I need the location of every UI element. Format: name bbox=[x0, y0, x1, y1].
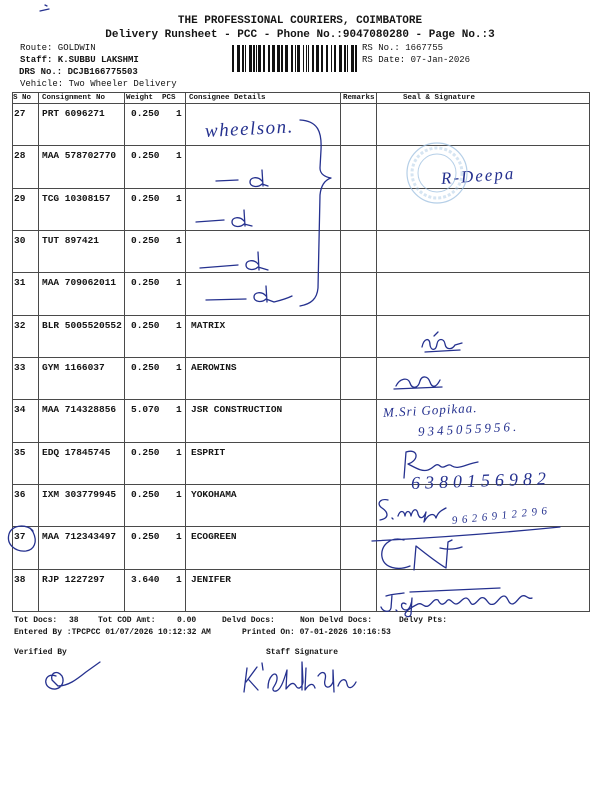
barcode-bar bbox=[351, 45, 354, 72]
row-weight: 0.250 bbox=[131, 446, 160, 458]
barcode-bar bbox=[308, 45, 309, 72]
handwritten-receiver-row-28: R-Deepa bbox=[440, 163, 516, 188]
barcode-bar bbox=[339, 45, 342, 72]
barcode-bar bbox=[249, 45, 252, 72]
staff-signature-label: Staff Signature bbox=[266, 648, 339, 657]
header-remarks: Remarks bbox=[343, 94, 375, 102]
table-row bbox=[12, 273, 590, 315]
row-consignment-no: GYM 1166037 bbox=[42, 361, 105, 373]
row-pcs: 1 bbox=[176, 277, 182, 289]
column-divider bbox=[376, 92, 377, 612]
barcode-bar bbox=[232, 45, 234, 72]
barcode-bar bbox=[312, 45, 314, 72]
barcode-bar bbox=[263, 45, 265, 72]
rs-date: RS Date: 07-Jan-2026 bbox=[362, 55, 471, 65]
row-consignment-no: PRT 6096271 bbox=[42, 108, 105, 119]
row-consignee: ECOGREEN bbox=[191, 531, 237, 543]
row-sno: 36 bbox=[14, 488, 26, 500]
barcode-bar bbox=[268, 45, 270, 72]
row-weight: 0.250 bbox=[131, 361, 160, 373]
row-sno: 27 bbox=[14, 108, 26, 119]
barcode-bar bbox=[334, 45, 336, 72]
barcode-bar bbox=[237, 45, 240, 72]
barcode-bar bbox=[326, 45, 328, 72]
table-row bbox=[12, 570, 590, 612]
row-weight: 3.640 bbox=[131, 573, 160, 585]
barcode-bar bbox=[245, 45, 246, 72]
tot-cod-label: Tot COD Amt: bbox=[98, 616, 156, 625]
row-pcs: 1 bbox=[176, 319, 182, 331]
barcode-bar bbox=[316, 45, 319, 72]
row-pcs: 1 bbox=[176, 361, 182, 373]
column-divider bbox=[185, 92, 186, 612]
barcode-bar bbox=[347, 45, 348, 72]
row-weight: 5.070 bbox=[131, 404, 160, 416]
header-seal-signature: Seal & Signature bbox=[403, 94, 476, 102]
non-delvd-docs-label: Non Delvd Docs: bbox=[300, 616, 373, 625]
table-row bbox=[12, 316, 590, 358]
column-divider bbox=[340, 92, 341, 612]
row-consignment-no: MAA 714328856 bbox=[42, 404, 117, 416]
row-sno: 32 bbox=[14, 319, 26, 331]
row-consignment-no: TCG 10308157 bbox=[42, 192, 111, 204]
row-weight: 0.250 bbox=[131, 150, 160, 162]
barcode bbox=[232, 45, 358, 72]
row-sno: 31 bbox=[14, 277, 26, 289]
handwritten-phone-row-35: 6380156982 bbox=[410, 468, 552, 493]
row-weight: 0.250 bbox=[131, 488, 160, 500]
row-pcs: 1 bbox=[176, 488, 182, 500]
row-sno: 33 bbox=[14, 361, 26, 373]
table-header-row bbox=[12, 92, 590, 104]
rs-number: RS No.: 1667755 bbox=[362, 43, 444, 53]
row-consignment-no: MAA 712343497 bbox=[42, 531, 117, 543]
handwritten-receiver-name-row-34: M.Sri Gopikaa. bbox=[382, 400, 478, 420]
row-sno: 37 bbox=[14, 531, 26, 543]
row-weight: 0.250 bbox=[131, 192, 160, 204]
row-pcs: 1 bbox=[176, 404, 182, 416]
row-consignee: MATRIX bbox=[191, 319, 226, 331]
company-name: THE PROFESSIONAL COURIERS, COIMBATORE bbox=[177, 15, 423, 27]
barcode-bar bbox=[277, 45, 280, 72]
row-sno: 28 bbox=[14, 150, 26, 162]
pen-mark bbox=[40, 5, 49, 11]
handwritten-phone-row-34: 9345055956. bbox=[417, 418, 520, 439]
tot-cod-value: 0.00 bbox=[177, 616, 197, 625]
table-row bbox=[12, 189, 590, 231]
row-consignee: ESPRIT bbox=[191, 446, 226, 458]
barcode-bar bbox=[256, 45, 257, 72]
row-sno: 30 bbox=[14, 234, 26, 246]
barcode-bar bbox=[272, 45, 275, 72]
table-row bbox=[12, 231, 590, 273]
row-sno: 34 bbox=[14, 404, 26, 416]
row-pcs: 1 bbox=[176, 108, 182, 119]
column-divider bbox=[38, 92, 39, 612]
barcode-bar bbox=[355, 45, 357, 72]
staff-signature-drawing bbox=[244, 662, 356, 692]
barcode-bar bbox=[303, 45, 304, 72]
delvd-docs-label: Delvd Docs: bbox=[222, 616, 275, 625]
barcode-bar bbox=[285, 45, 288, 72]
barcode-bar bbox=[344, 45, 346, 72]
header-pcs: PCS bbox=[162, 94, 176, 102]
row-pcs: 1 bbox=[176, 234, 182, 246]
printed-on: Printed On: 07-01-2026 10:16:53 bbox=[242, 628, 391, 637]
row-pcs: 1 bbox=[176, 446, 182, 458]
row-consignment-no: BLR 5005520552 bbox=[42, 319, 122, 331]
row-consignee: AEROWINS bbox=[191, 361, 237, 373]
row-sno: 35 bbox=[14, 446, 26, 458]
table-left-border bbox=[12, 92, 13, 612]
barcode-bar bbox=[331, 45, 332, 72]
staff-info: Staff: K.SUBBU LAKSHMI bbox=[20, 55, 139, 65]
row-weight: 0.250 bbox=[131, 234, 160, 246]
row-consignee: JSR CONSTRUCTION bbox=[191, 404, 283, 416]
handwritten-consignee-row-27: wheelson. bbox=[204, 116, 295, 142]
handwritten-phone-row-36: 9626912296 bbox=[451, 504, 553, 527]
barcode-bar bbox=[253, 45, 255, 72]
row-pcs: 1 bbox=[176, 150, 182, 162]
barcode-bar bbox=[297, 45, 300, 72]
vehicle-info: Vehicle: Two Wheeler Delivery bbox=[20, 79, 177, 89]
row-consignment-no: IXM 303779945 bbox=[42, 488, 117, 500]
runsheet-title: Delivery Runsheet - PCC - Phone No.:9047080280 - Page No.:3 bbox=[105, 29, 495, 41]
header-weight: Weight bbox=[126, 94, 154, 102]
barcode-bar bbox=[242, 45, 244, 72]
delvy-pts-label: Delvy Pts: bbox=[399, 616, 448, 625]
barcode-bar bbox=[258, 45, 261, 72]
row-sno: 29 bbox=[14, 192, 26, 204]
barcode-bar bbox=[291, 45, 293, 72]
header-consignee-details: Consignee Details bbox=[189, 94, 266, 102]
verified-by-signature bbox=[46, 662, 100, 689]
entered-by: Entered By :TPCPCC 01/07/2026 10:12:32 AM bbox=[14, 628, 211, 637]
row-weight: 0.250 bbox=[131, 319, 160, 331]
tot-docs-label: Tot Docs: bbox=[14, 616, 58, 625]
row-consignment-no: EDQ 17845745 bbox=[42, 446, 111, 458]
row-consignee: JENIFER bbox=[191, 573, 231, 585]
table-row bbox=[12, 527, 590, 569]
row-pcs: 1 bbox=[176, 573, 182, 585]
barcode-bar bbox=[306, 45, 307, 72]
header-sno: S No bbox=[13, 94, 32, 102]
verified-by-label: Verified By bbox=[14, 648, 67, 657]
row-consignment-no: RJP 1227297 bbox=[42, 573, 105, 585]
barcode-bar bbox=[295, 45, 296, 72]
row-sno: 38 bbox=[14, 573, 26, 585]
row-weight: 0.250 bbox=[131, 531, 160, 543]
row-consignment-no: MAA 709062011 bbox=[42, 277, 117, 289]
row-consignee: YOKOHAMA bbox=[191, 488, 237, 500]
drs-number: DRS No.: DCJB166775503 bbox=[19, 67, 138, 77]
barcode-bar bbox=[281, 45, 283, 72]
barcode-bar bbox=[321, 45, 323, 72]
table-row bbox=[12, 104, 590, 146]
row-weight: 0.250 bbox=[131, 108, 160, 119]
header-consignment-no: Consignment No bbox=[42, 94, 106, 102]
row-pcs: 1 bbox=[176, 192, 182, 204]
tot-docs-value: 38 bbox=[69, 616, 79, 625]
column-divider bbox=[124, 92, 125, 612]
row-consignment-no: TUT 897421 bbox=[42, 234, 100, 246]
table-right-border bbox=[589, 92, 590, 612]
row-weight: 0.250 bbox=[131, 277, 160, 289]
table-row bbox=[12, 358, 590, 400]
row-consignment-no: MAA 578702770 bbox=[42, 150, 117, 162]
route-info: Route: GOLDWIN bbox=[20, 43, 96, 53]
row-pcs: 1 bbox=[176, 531, 182, 543]
